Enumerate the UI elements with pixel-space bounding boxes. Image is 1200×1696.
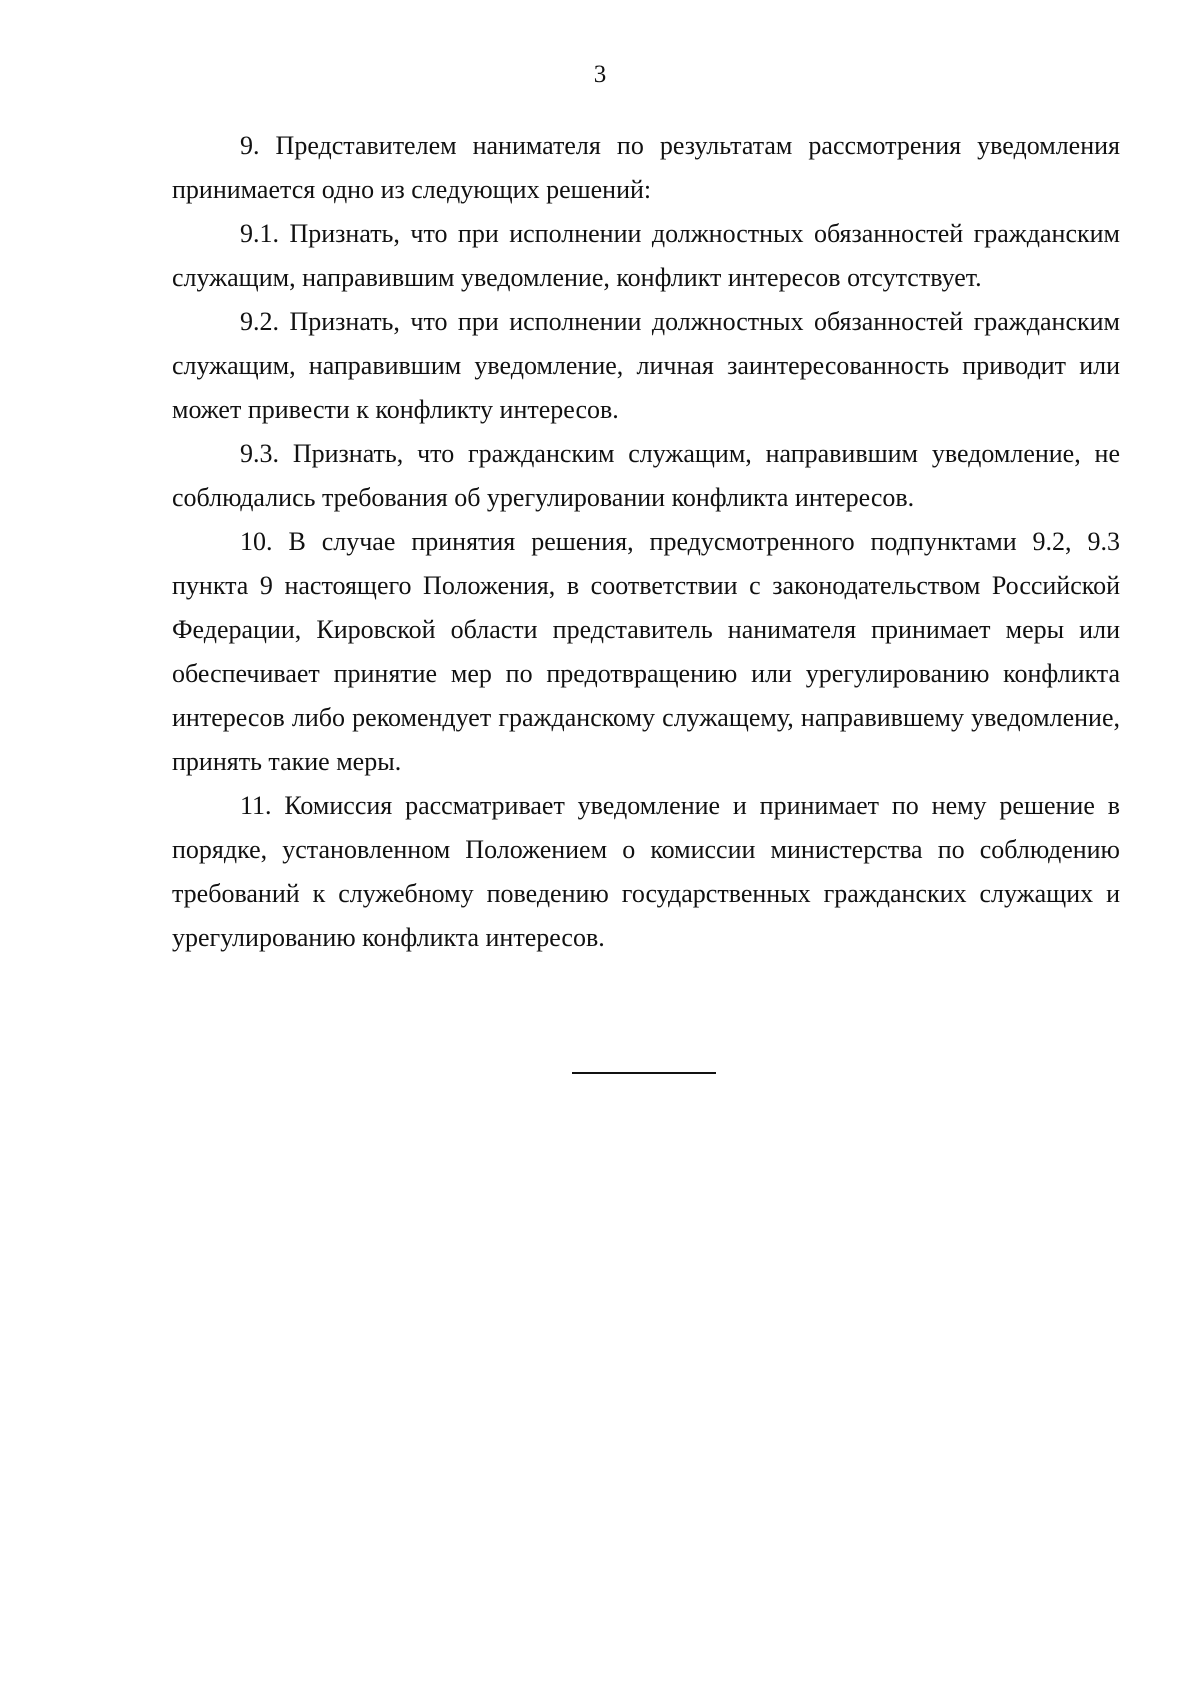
- paragraph-10: 10. В случае принятия решения, предусмотренного подпунктами 9.2, 9.3 пункта 9 настоящего Положения, в соответствии с законодательством Российской Федерации, Кировской области представитель нанимателя принимает меры или обеспечивает принятие мер по предотвращению или урегулированию конфликта интересов либо рекомендует гражданскому служащему, направившему уведомление, принять такие меры.: [172, 527, 1120, 776]
- paragraph-9-2: 9.2. Признать, что при исполнении должностных обязанностей гражданским служащим, направившим уведомление, личная заинтересованность приводит или может привести к конфликту интересов.: [172, 307, 1120, 424]
- paragraph-9: 9. Представителем нанимателя по результатам рассмотрения уведомления принимается одно из следующих решений:: [172, 131, 1120, 204]
- page-number: 3: [593, 61, 607, 88]
- paragraph-9-3: 9.3. Признать, что гражданским служащим, направившим уведомление, не соблюдались требования об урегулировании конфликта интересов.: [172, 439, 1120, 512]
- paragraph-11: 11. Комиссия рассматривает уведомление и принимает по нему решение в порядке, установленном Положением о комиссии министерства по соблюдению требований к служебному поведению государственных гражданских служащих и урегулированию конфликта интересов.: [172, 791, 1120, 952]
- end-of-document-rule: [572, 1072, 716, 1074]
- paragraph-9-1: 9.1. Признать, что при исполнении должностных обязанностей гражданским служащим, направившим уведомление, конфликт интересов отсутствует.: [172, 219, 1120, 292]
- document-body: [172, 124, 1120, 960]
